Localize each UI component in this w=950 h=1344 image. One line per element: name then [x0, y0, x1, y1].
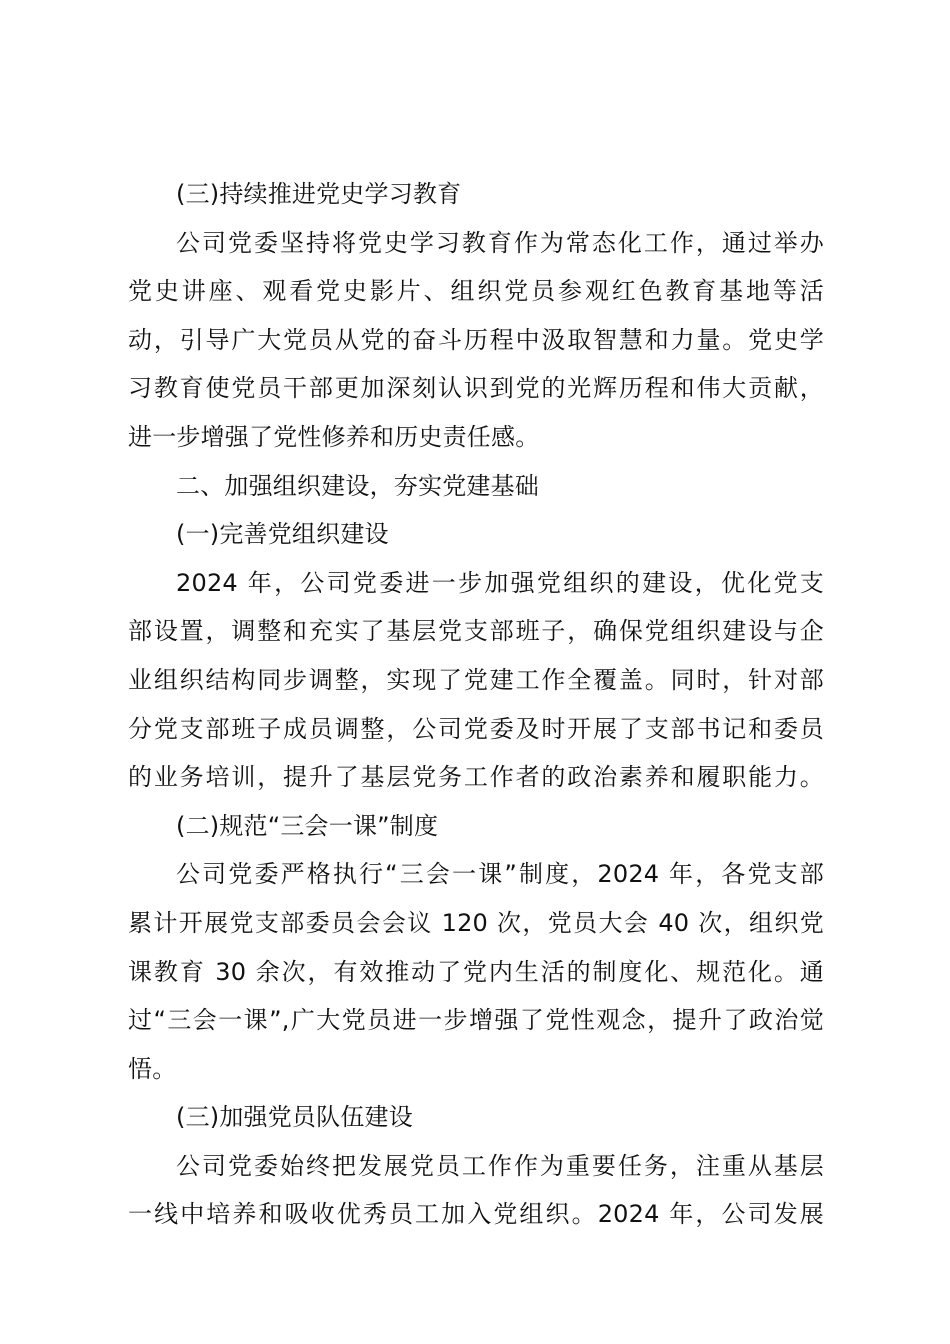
document-body: [128, 170, 824, 1239]
text-line: 课教育 30 余次，有效推动了党内生活的制度化、规范化。通: [128, 957, 824, 986]
text-line: (三)持续推进党史学习教育: [176, 180, 462, 208]
text-line: 业组织结构同步调整，实现了党建工作全覆盖。同时，针对部: [128, 665, 824, 694]
text-line: 部设置，调整和充实了基层党支部班子，确保党组织建设与企: [128, 617, 824, 646]
text-line: (一)完善党组织建设: [176, 520, 389, 549]
text-line: 分党支部班子成员调整，公司党委及时开展了支部书记和委员: [128, 714, 824, 743]
text-line: 公司党委坚持将党史学习教育作为常态化工作，通过举办: [176, 228, 824, 257]
text-line: 公司党委严格执行“三会一课”制度，2024 年，各党支部: [176, 860, 824, 889]
text-line: 的业务培训，提升了基层党务工作者的政治素养和履职能力。: [128, 763, 824, 792]
text-line: (二)规范“三会一课”制度: [176, 811, 439, 840]
text-line: 二、加强组织建设，夯实党建基础: [176, 471, 539, 500]
text-line: 过“三会一课”,广大党员进一步增强了党性观念，提升了政治觉: [128, 1006, 824, 1035]
text-line: 公司党委始终把发展党员工作作为重要任务，注重从基层: [176, 1151, 824, 1180]
text-line: 累计开展党支部委员会会议 120 次，党员大会 40 次，组织党: [128, 908, 824, 937]
text-line: 悟。: [128, 1054, 177, 1083]
text-line: 一线中培养和吸收优秀员工加入党组织。2024 年，公司发展: [128, 1200, 824, 1229]
text-line: 习教育使党员干部更加深刻认识到党的光辉历程和伟大贡献，: [128, 374, 824, 403]
text-line: (三)加强党员队伍建设: [176, 1103, 413, 1132]
text-line: 2024 年，公司党委进一步加强党组织的建设，优化党支: [176, 568, 824, 597]
text-line: 动，引导广大党员从党的奋斗历程中汲取智慧和力量。党史学: [128, 325, 824, 354]
text-line: 进一步增强了党性修养和历史责任感。: [128, 422, 540, 451]
text-line: 党史讲座、观看党史影片、组织党员参观红色教育基地等活: [128, 277, 824, 306]
